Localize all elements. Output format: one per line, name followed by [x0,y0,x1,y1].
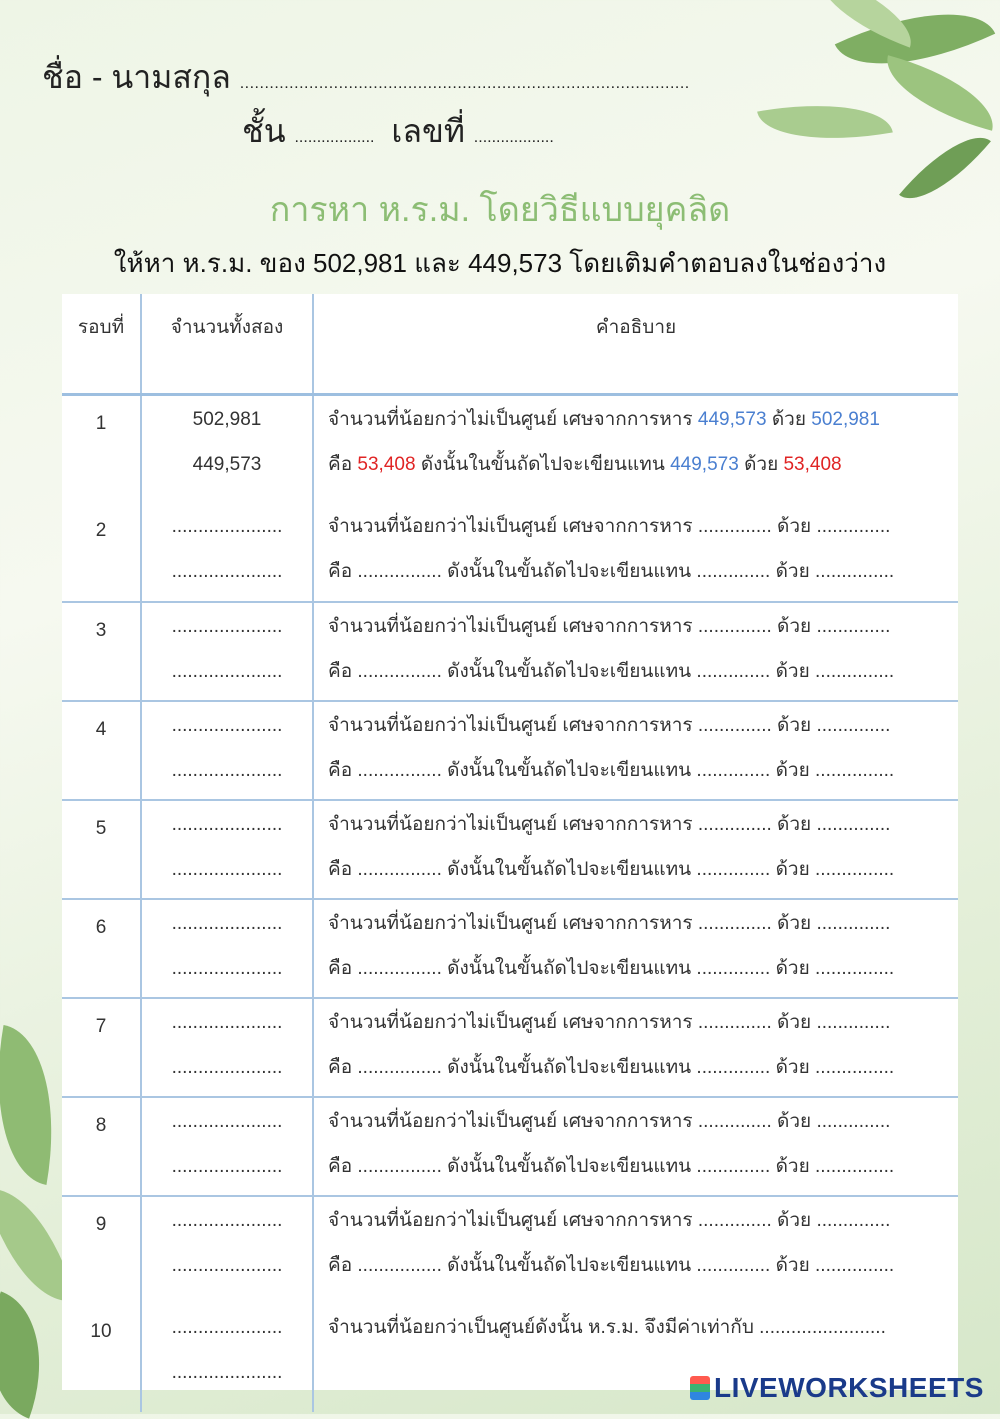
worksheet-table-area [62,294,958,1390]
explanation-line-2[interactable]: คือ ................ ดังนั้นในขั้นถัดไปจะเขียนแทน .............. ด้วย ............... [328,1254,895,1276]
explanation-text: ด้วย [744,454,779,475]
blank-number-a[interactable]: ..................... [171,714,283,736]
number-label: เลขที่ [391,113,465,149]
explanation-line-2[interactable]: คือ ................ ดังนั้นในขั้นถัดไปจะเขียนแทน .............. ด้วย ............... [328,858,895,880]
value-remainder: 53,408 [357,454,416,475]
blank-number-b[interactable]: ..................... [171,1155,283,1177]
number-a: 502,981 [192,409,262,430]
round-number: 8 [95,1114,107,1136]
blank-number-b[interactable]: ..................... [171,660,283,682]
explanation-line-1[interactable]: จำนวนที่น้อยกว่าไม่เป็นศูนย์ เศษจากการหาร .............. ด้วย .............. [328,1011,891,1033]
blank-number-a[interactable]: ..................... [171,1110,283,1132]
explanation-line-2[interactable]: คือ ................ ดังนั้นในขั้นถัดไปจะเขียนแทน .............. ด้วย ............... [328,759,895,781]
explanation-line-1[interactable]: จำนวนที่น้อยกว่าไม่เป็นศูนย์ เศษจากการหาร .............. ด้วย .............. [328,515,891,537]
explanation-line-1[interactable]: จำนวนที่น้อยกว่าไม่เป็นศูนย์ เศษจากการหาร .............. ด้วย .............. [328,615,891,637]
round-number: 1 [95,413,107,434]
value-next-b: 53,408 [783,454,842,475]
euclid-table [62,294,958,1412]
round-number: 4 [95,718,107,740]
table-row [62,800,958,899]
round-number: 2 [95,519,107,541]
explanation-line-1 [328,397,957,442]
round-number: 7 [95,1015,107,1037]
table-row [62,998,958,1097]
blank-number-a[interactable]: ..................... [171,813,283,835]
explanation-line-1[interactable]: จำนวนที่น้อยกว่าไม่เป็นศูนย์ เศษจากการหาร .............. ด้วย .............. [328,1110,891,1132]
number-b: 449,573 [192,454,262,475]
value-next-a: 449,573 [670,454,739,475]
table-row [62,1196,958,1304]
blank-number-b[interactable]: ..................... [171,759,283,781]
explanation-line-2[interactable]: คือ ................ ดังนั้นในขั้นถัดไปจะเขียนแทน .............. ด้วย ............... [328,957,895,979]
round-number: 5 [95,817,107,839]
blank-number-a[interactable]: ..................... [171,1209,283,1231]
blank-number-b[interactable]: ..................... [171,560,283,582]
table-row [62,602,958,701]
table-header-row [62,294,958,395]
explanation-text: ดังนั้นในขั้นถัดไปจะเขียนแทน [420,454,665,475]
logo-text: LIVEWORKSHEETS [714,1372,984,1403]
round-number: 6 [95,916,107,938]
name-blank[interactable]: ........................................................................................... [239,75,690,92]
page-title: การหา ห.ร.ม. โดยวิธีแบบยุคลิด [269,191,731,229]
round-number: 3 [95,619,107,641]
explanation-line-2[interactable]: คือ ................ ดังนั้นในขั้นถัดไปจะเขียนแทน .............. ด้วย ............... [328,1155,895,1177]
round-number: 10 [90,1320,112,1342]
value-divisor: 449,573 [697,409,767,430]
value-dividend: 502,981 [811,409,880,430]
explanation-line-2[interactable]: คือ ................ ดังนั้นในขั้นถัดไปจะเขียนแทน .............. ด้วย ............... [328,560,895,582]
table-row [62,899,958,998]
explanation-text: จำนวนที่น้อยกว่าไม่เป็นศูนย์ เศษจากการหาร [328,409,693,430]
table-row [62,503,958,602]
explanation-line-1[interactable]: จำนวนที่น้อยกว่าไม่เป็นศูนย์ เศษจากการหาร .............. ด้วย .............. [328,813,891,835]
explanation-line-1[interactable]: จำนวนที่น้อยกว่าไม่เป็นศูนย์ เศษจากการหาร .............. ด้วย .............. [328,912,891,934]
explanation-text: ด้วย [771,409,806,430]
header-explanation: คำอธิบาย [313,294,958,395]
logo-icon [690,1376,710,1400]
blank-number-b[interactable]: ..................... [171,1056,283,1078]
blank-number-a[interactable]: ..................... [171,1316,283,1338]
blank-number-a[interactable]: ..................... [171,1011,283,1033]
blank-number-b[interactable]: ..................... [171,1361,283,1383]
explanation-line-2[interactable]: คือ ................ ดังนั้นในขั้นถัดไปจะเขียนแทน .............. ด้วย ............... [328,660,895,682]
explanation-text: คือ [328,454,353,475]
explanation-line-2[interactable]: คือ ................ ดังนั้นในขั้นถัดไปจะเขียนแทน .............. ด้วย ............... [328,1056,895,1078]
blank-number-b[interactable]: ..................... [171,1254,283,1276]
blank-number-a[interactable]: ..................... [171,515,283,537]
header-round: รอบที่ [77,317,125,338]
blank-number-a[interactable]: ..................... [171,615,283,637]
explanation-line-2 [328,442,957,487]
conclusion-line[interactable]: จำนวนที่น้อยกว่าเป็นศูนย์ดังนั้น ห.ร.ม. จึงมีค่าเท่ากับ ........................ [328,1316,886,1338]
liveworksheets-logo [690,1372,984,1404]
explanation-line-1[interactable]: จำนวนที่น้อยกว่าไม่เป็นศูนย์ เศษจากการหาร .............. ด้วย .............. [328,714,891,736]
header-numbers: จำนวนทั้งสอง [141,294,313,395]
name-line [42,52,690,103]
class-label: ชั้น [242,113,286,149]
name-label: ชื่อ - นามสกุล [42,59,231,95]
round-number: 9 [95,1213,107,1235]
table-row [62,1097,958,1196]
explanation-line-1[interactable]: จำนวนที่น้อยกว่าไม่เป็นศูนย์ เศษจากการหาร .............. ด้วย .............. [328,1209,891,1231]
blank-number-b[interactable]: ..................... [171,957,283,979]
class-blank[interactable]: .................. [294,129,375,146]
blank-number-b[interactable]: ..................... [171,858,283,880]
table-row [62,395,958,503]
number-blank[interactable]: .................. [473,129,554,146]
blank-number-a[interactable]: ..................... [171,912,283,934]
table-row [62,701,958,800]
instruction: ให้หา ห.ร.ม. ของ 502,981 และ 449,573 โดยเติมคำตอบลงในช่องว่าง [113,248,887,278]
class-number-line [242,106,554,157]
